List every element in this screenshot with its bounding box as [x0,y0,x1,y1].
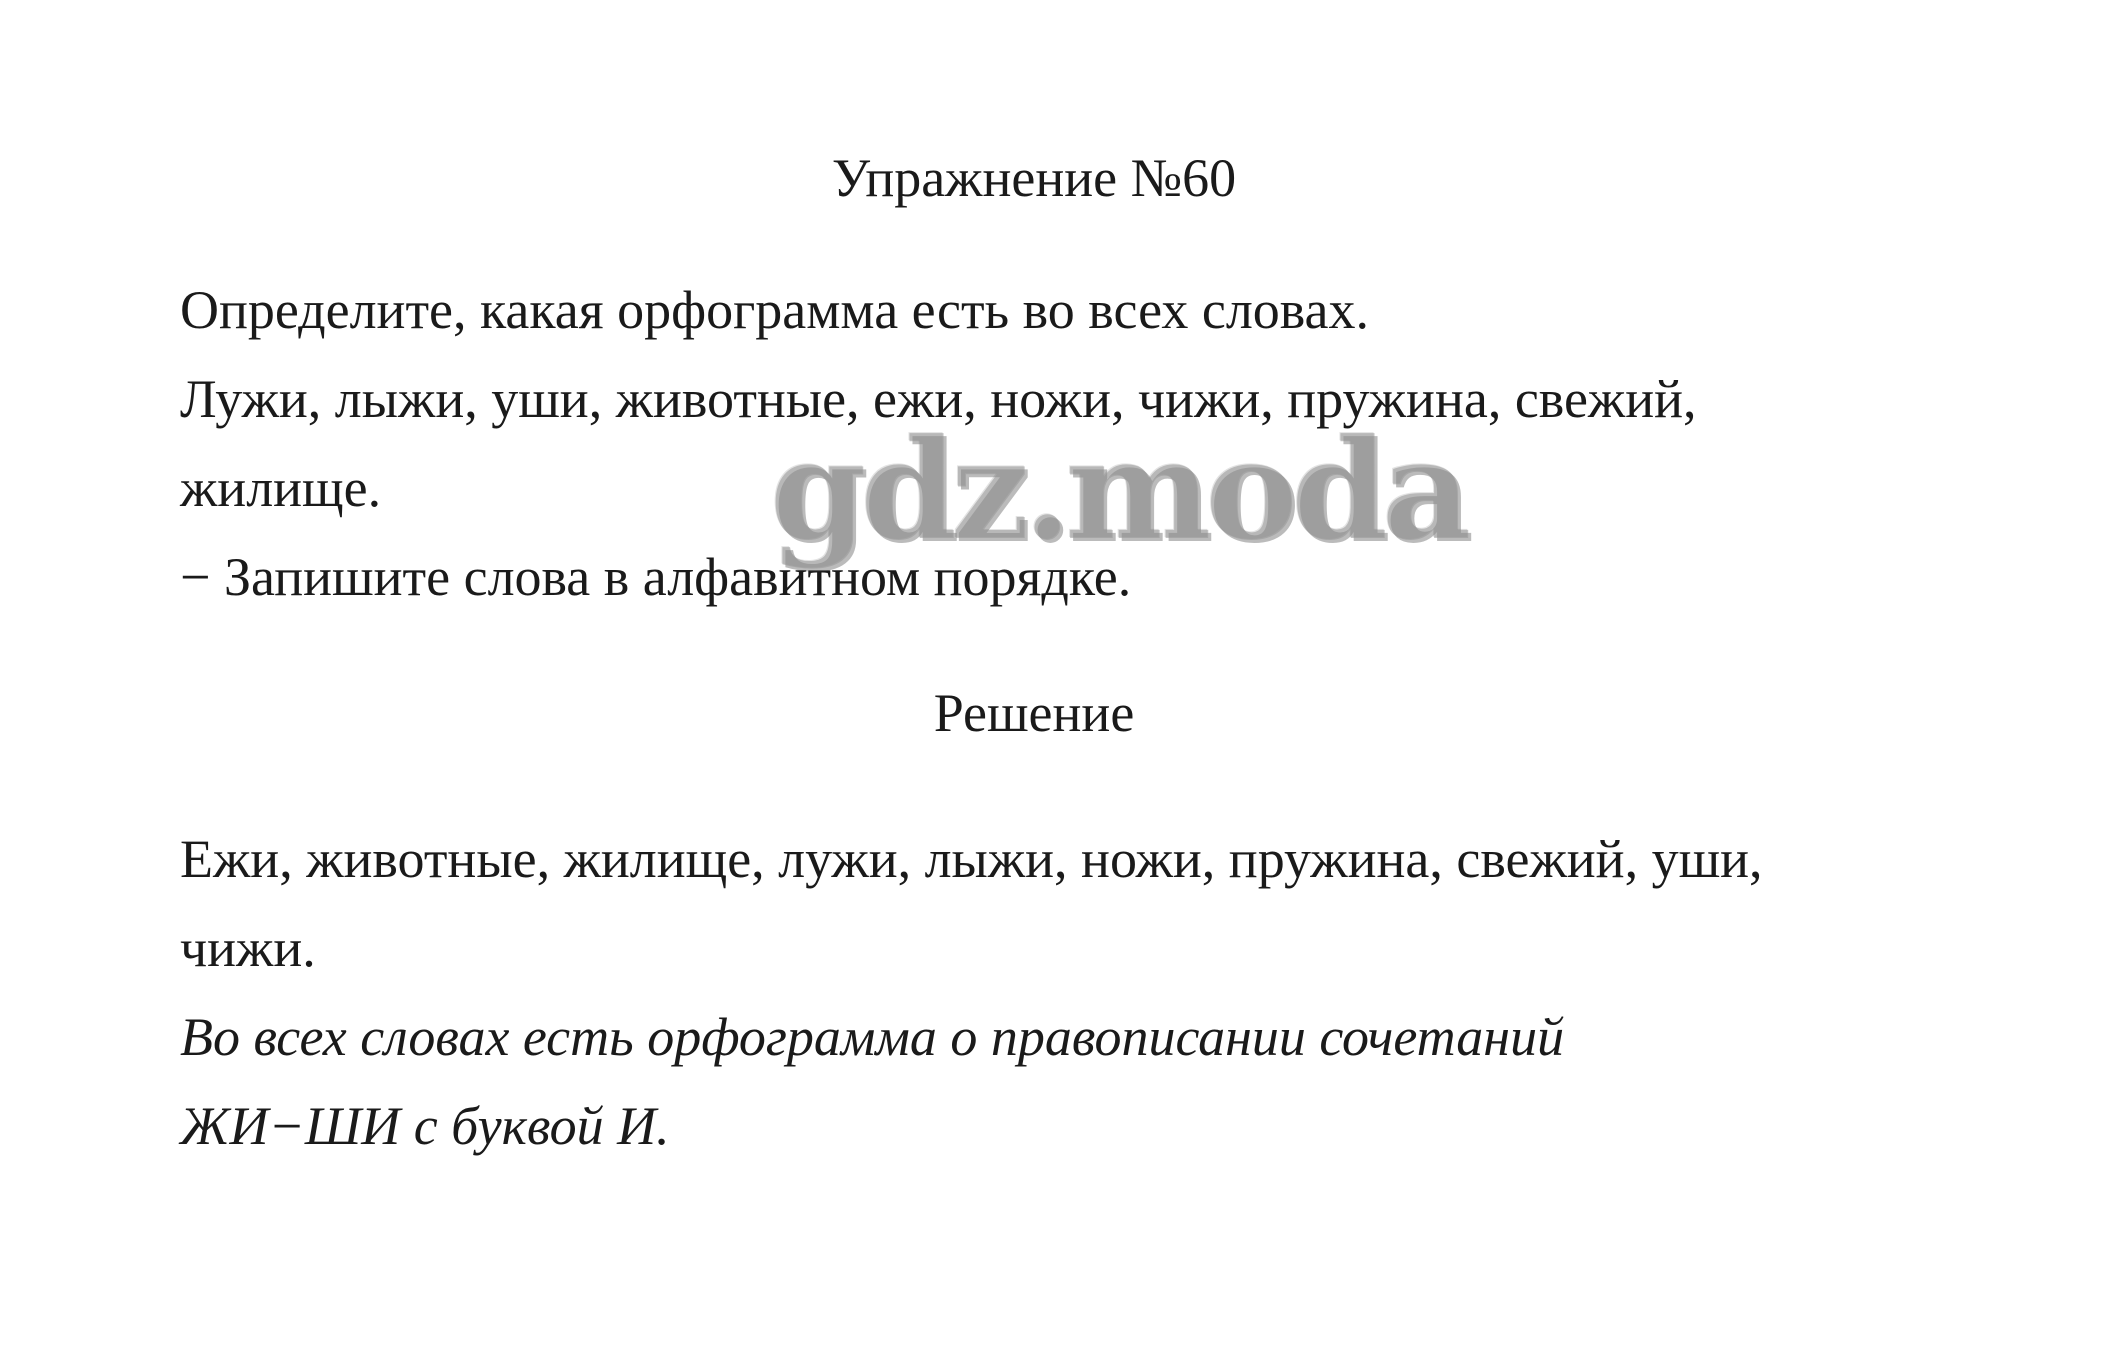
solution-title: Решение [933,683,1135,743]
task-block [180,266,1980,622]
answer-line: Ежи, животные, жилище, лужи, лыжи, ножи, пружина, свежий, уши, [180,829,1763,889]
task-line: жилище. [180,458,382,518]
answer-note-line: ЖИ−ШИ с буквой И. [180,1096,670,1156]
exercise-title: Упражнение №60 [831,148,1237,208]
answer-block [180,815,1980,1171]
answer-line: чижи. [180,918,316,978]
answer-note-line: Во всех словах есть орфограмма о правописании сочетаний [180,1007,1565,1067]
task-line: Определите, какая орфограмма есть во всех словах. [180,280,1370,340]
task-line: Лужи, лыжи, уши, животные, ежи, ножи, чижи, пружина, свежий, [180,369,1697,429]
task-line: − Запишите слова в алфавитном порядке. [180,547,1132,607]
watermark-logo: gdz.moda [770,408,1466,571]
